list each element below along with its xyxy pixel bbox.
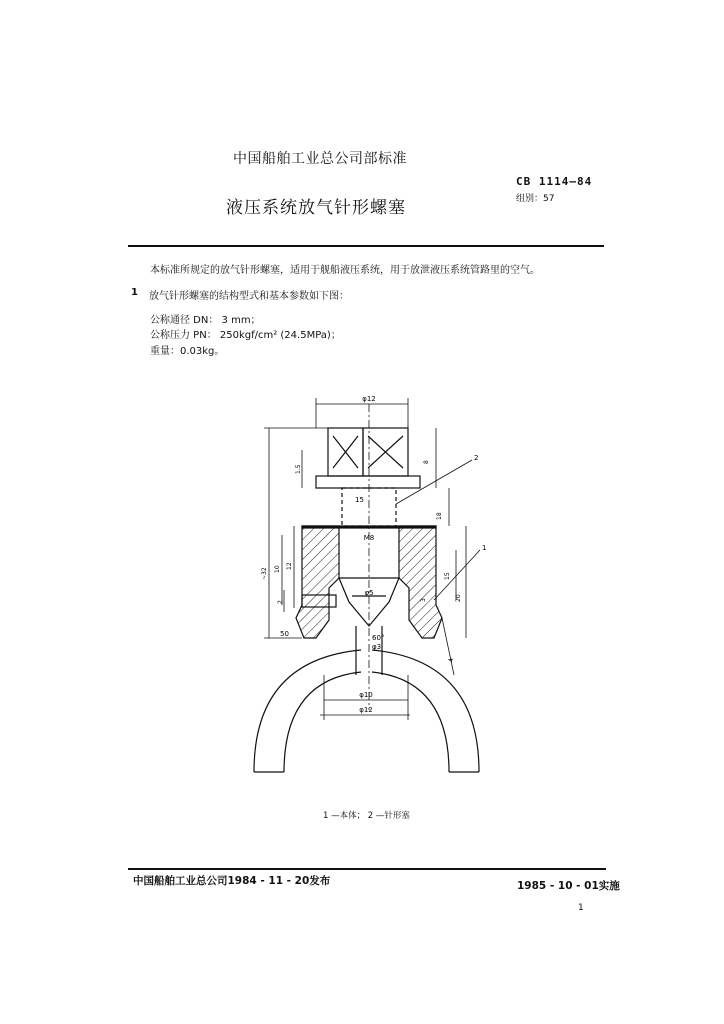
issuing-organization: 中国船舶工业总公司部标准: [233, 151, 407, 167]
dim-thread: M8: [363, 534, 375, 542]
dim-2: 2: [277, 600, 284, 604]
dim-18: 18: [436, 512, 443, 520]
dim-20: 20: [455, 594, 462, 602]
dim-3: 3: [420, 598, 427, 602]
dim-32: ~32: [261, 567, 268, 580]
dim-angle60: 60°: [372, 634, 385, 642]
leader-label-2: 2: [474, 454, 479, 462]
group-number: 组别：57: [516, 194, 555, 204]
dim-8: 8: [423, 460, 430, 464]
dim-1-5: 1.5: [295, 464, 302, 474]
dim-10: 10: [274, 565, 281, 573]
technical-drawing: [244, 390, 534, 790]
dim-15-shank: 15: [355, 496, 364, 504]
param-nominal-diameter: 公称通径 DN： 3 mm；: [150, 315, 261, 326]
dim-d5: φ5: [364, 589, 374, 597]
issued-date: 中国船舶工业总公司1984 - 11 - 20发布: [133, 875, 331, 887]
section-text: 放气针形螺塞的结构型式和基本参数如下图：: [149, 291, 349, 302]
dim-angle50: 50: [280, 630, 289, 638]
header-rule: [128, 245, 604, 247]
param-nominal-pressure: 公称压力 PN： 250kgf/cm² (24.5MPa)；: [150, 330, 341, 341]
dim-4: 4: [448, 658, 455, 662]
standard-code: CB 1114—84: [516, 175, 593, 188]
leader-label-1: 1: [482, 544, 487, 552]
dim-d10: φ10: [359, 691, 373, 699]
dim-15-right: 15: [444, 572, 451, 580]
dim-top-width: φ12: [362, 395, 376, 403]
document-title: 液压系统放气针形螺塞: [226, 198, 406, 218]
dim-12: 12: [286, 562, 293, 570]
effective-date: 1985 - 10 - 01实施: [517, 880, 620, 892]
page-number: 1: [578, 903, 584, 913]
dim-d3: φ3: [372, 643, 382, 651]
intro-paragraph: 本标准所规定的放气针形螺塞，适用于舰船液压系统，用于放泄液压系统管路里的空气。: [150, 265, 540, 276]
dim-bottom-width: φ12: [359, 706, 373, 714]
figure-caption: 1 —本体； 2 —针形塞: [323, 811, 410, 821]
param-weight: 重量：0.03kg。: [150, 346, 225, 357]
section-number: 1: [131, 287, 138, 298]
footer-rule: [128, 868, 606, 870]
